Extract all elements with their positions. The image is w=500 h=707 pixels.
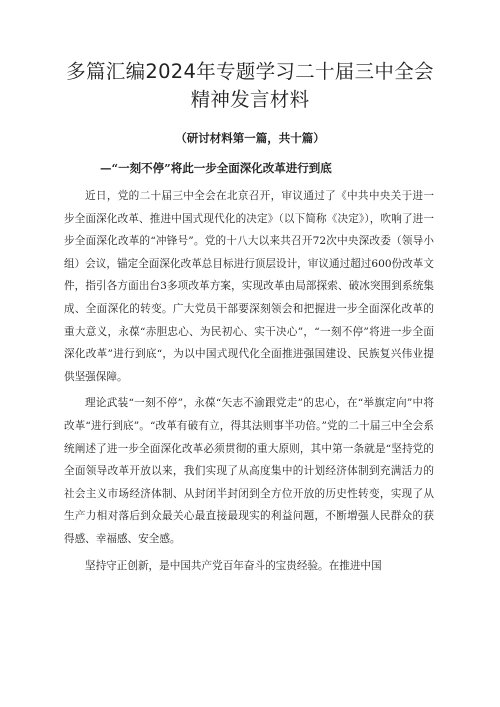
section-heading: —“一刻不停”将此一步全面深化改革进行到底 bbox=[100, 161, 332, 175]
title-line-1: 多篇汇编2024年专题学习二十届三中全会 bbox=[66, 60, 434, 83]
paragraph-2: 理论武装“一刻不停”，永葆“矢志不渝跟党走”的忠心，在“举旗定向”中将改革“进行到底”。“改革有破有立，得其法则事半功倍。”党的二十届三中全会系统阐述了进一步全面深化改革必须贯彻的重大原则，其中第一条就是“坚持党的全面领导改革开放以来，我们实现了从高度集中的计划经济体制到充满活力的社会主义市场经济体制、从封闭半封闭到全方位开放的历史性转变，实现了从生产力相对落后到众最关心最直接最现实的利益问题，不断增强人民群众的获得感、幸福感、安全感。 bbox=[64, 397, 434, 545]
document-subtitle: （研讨材料第一篇，共十篇） bbox=[175, 131, 325, 145]
document-body bbox=[64, 185, 434, 581]
paragraph-1: 近日，党的二十届三中全会在北京召开，审议通过了《中共中央关于进一步全面深化改革、推进中国式现代化的决定》（以下简称《决定》），吹响了进一步全面深化改革的“冲锋号”。党的十八大以来共召开72次中央深改委（领导小组）会议，锚定全面深化改革总目标进行顶层设计，审议通过超过600份改革文件，指引各方面出台3多项改革方案，实现改革由局部探索、破冰突围到系统集成、全面深化的转变。广大党员干部要深刻领会和把握进一步全面深化改革的重大意义，永葆“赤胆忠心、为民初心、实干决心”，“一刻不停”将进一步全面深化改革”进行到底“，为以中国式现代化全面推进强国建设、民族复兴伟业提供坚强保障。 bbox=[64, 190, 434, 383]
paragraph-3: 坚持守正创新，是中国共产党百年奋斗的宝贵经验。在推进中国 bbox=[85, 559, 382, 572]
document-title bbox=[0, 58, 500, 114]
title-line-2: 精神发言材料 bbox=[190, 88, 310, 111]
